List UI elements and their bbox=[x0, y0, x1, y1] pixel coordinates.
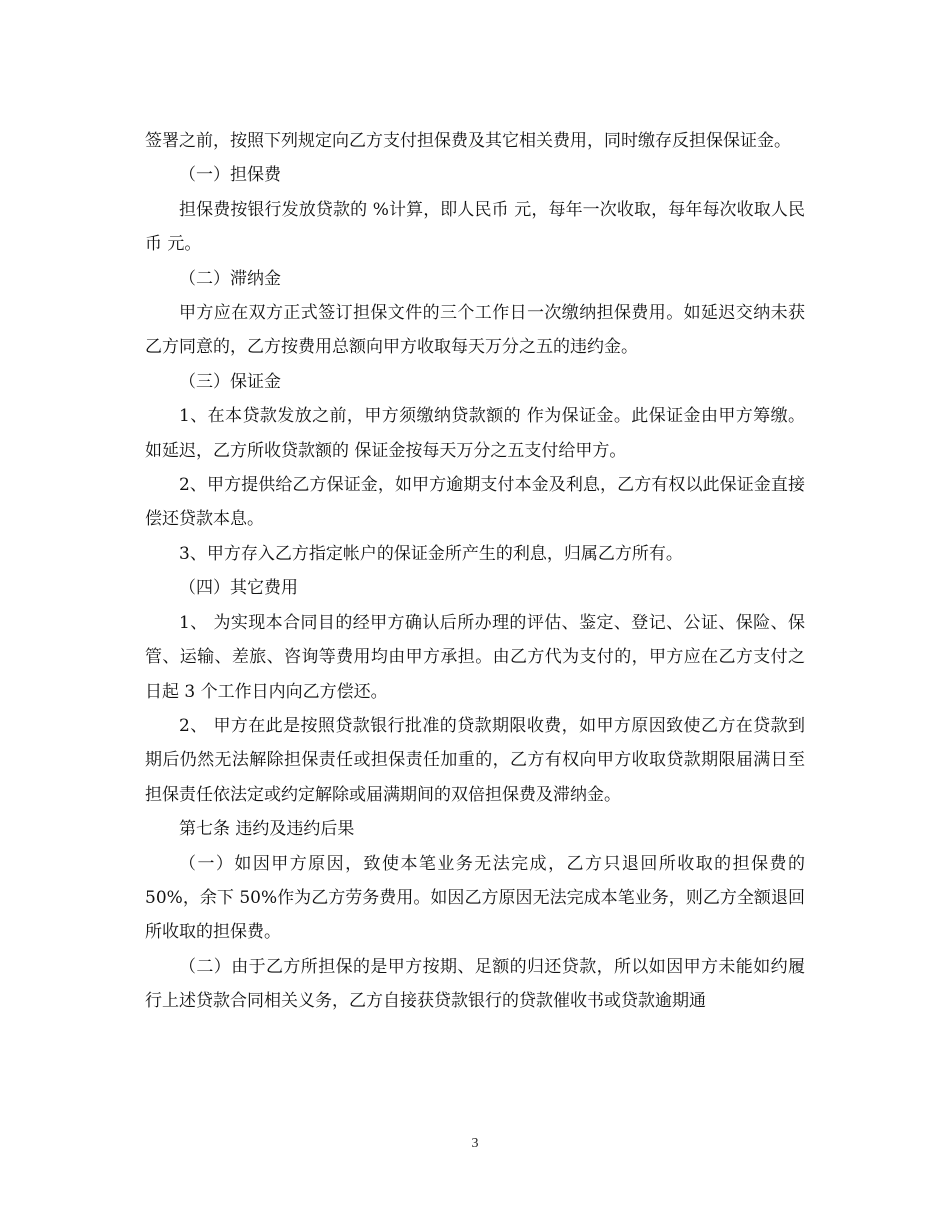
paragraph-4: （二）滞纳金 bbox=[179, 268, 281, 289]
paragraph-6: （三）保证金 bbox=[179, 371, 281, 392]
paragraph-8: 2、甲方提供给乙方保证金，如甲方逾期支付本金及利息，乙方有权以此保证金直接偿还贷款本息。 bbox=[145, 475, 805, 530]
page-number: 3 bbox=[471, 1136, 479, 1151]
paragraph-7: 1、在本贷款发放之前，甲方须缴纳贷款额的 作为保证金。此保证金由甲方筹缴。如延迟，乙方所收贷款额的 保证金按每天万分之五支付给甲方。 bbox=[145, 406, 805, 461]
paragraph-14: （一）如因甲方原因，致使本笔业务无法完成，乙方只退回所收取的担保费的 50%，余下 50%作为乙方劳务费用。如因乙方原因无法完成本笔业务，则乙方全额退回所收取的担保费。 bbox=[145, 853, 805, 943]
document-body bbox=[145, 124, 805, 1019]
paragraph-2: （一）担保费 bbox=[179, 165, 281, 186]
paragraph-1: 签署之前，按照下列规定向乙方支付担保费及其它相关费用，同时缴存反担保保证金。 bbox=[145, 131, 791, 151]
paragraph-3: 担保费按银行发放贷款的 %计算，即人民币 元，每年一次收取，每年每次收取人民币 元。 bbox=[145, 199, 805, 255]
paragraph-15: （二）由于乙方所担保的是甲方按期、足额的归还贷款，所以如因甲方未能如约履行上述贷款合同相关义务，乙方自接获贷款银行的贷款催收书或贷款逾期通 bbox=[145, 956, 805, 1012]
paragraph-13: 第七条 违约及违约后果 bbox=[179, 819, 355, 840]
paragraph-11: 1、 为实现本合同目的经甲方确认后所办理的评估、鉴定、登记、公证、保险、保管、运输、差旅、咨询等费用均由甲方承担。由乙方代为支付的，甲方应在乙方支付之日起 3 个工作日内向乙方偿还。 bbox=[145, 612, 805, 702]
paragraph-9: 3、甲方存入乙方指定帐户的保证金所产生的利息，归属乙方所有。 bbox=[179, 543, 683, 564]
paragraph-12: 2、 甲方在此是按照贷款银行批准的贷款期限收费，如甲方原因致使乙方在贷款到期后仍然无法解除担保责任或担保责任加重的，乙方有权向甲方收取贷款期限届满日至担保责任依法定或约定解除或届满期间的双倍担保费及滞纳金。 bbox=[145, 715, 805, 805]
paragraph-10: （四）其它费用 bbox=[179, 578, 298, 599]
paragraph-5: 甲方应在双方正式签订担保文件的三个工作日一次缴纳担保费用。如延迟交纳未获乙方同意的，乙方按费用总额向甲方收取每天万分之五的违约金。 bbox=[145, 303, 805, 358]
